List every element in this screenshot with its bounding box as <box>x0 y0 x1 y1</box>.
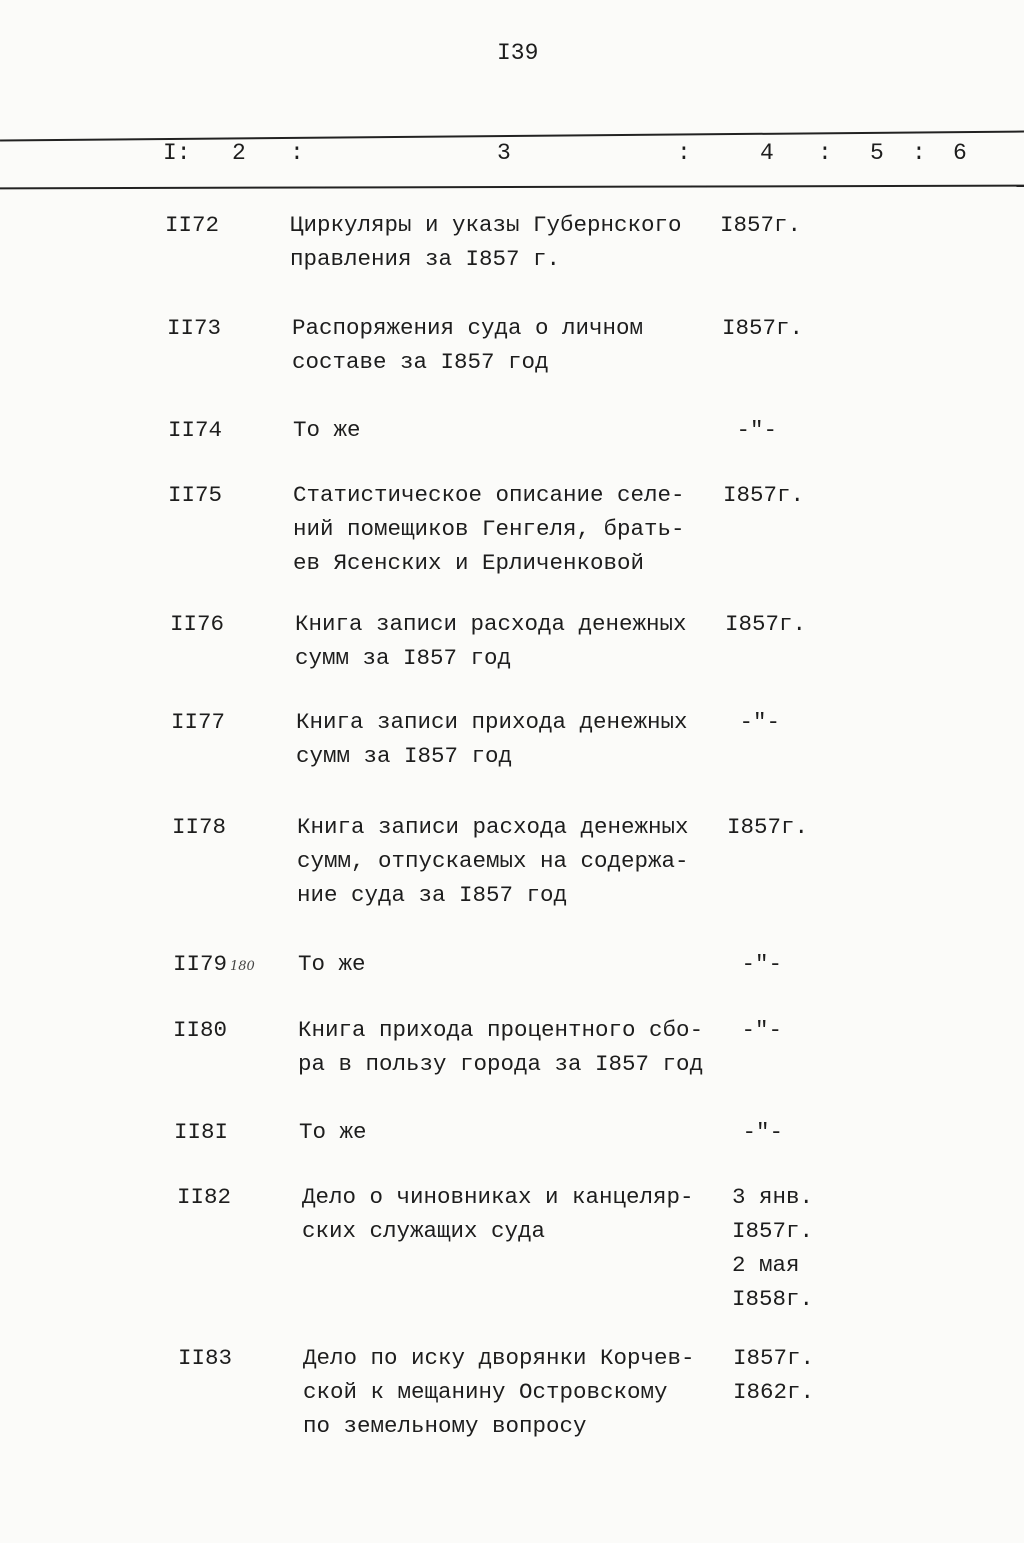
item-description: Книга прихода процентного сбо- ра в пользу города за I857 год <box>298 1017 704 1077</box>
item-description: То же <box>298 951 366 977</box>
item-number <box>171 705 225 739</box>
item-number <box>170 607 224 641</box>
item-dates: I857г. <box>727 814 809 840</box>
col-separator: : <box>290 140 304 166</box>
item-dates: I857г. <box>720 212 802 238</box>
item-number <box>173 947 255 984</box>
item-description: То же <box>293 417 361 443</box>
item-dates: -"- <box>728 1017 783 1043</box>
item-number <box>172 810 226 844</box>
item-number <box>165 208 219 242</box>
item-number-text: II83 <box>178 1345 233 1371</box>
item-dates: I857г. <box>722 315 804 341</box>
item-number-text: II78 <box>172 814 227 840</box>
item-number <box>168 478 222 512</box>
item-number-text: II82 <box>177 1184 232 1210</box>
item-number-text: II80 <box>173 1017 228 1043</box>
item-dates: -"- <box>723 417 778 443</box>
item-description: Статистическое описание селе- ний помещиков Генгеля, брать- ев Ясенских и Ерличенковой <box>293 482 685 576</box>
item-dates: -"- <box>726 709 781 735</box>
item-number-text: II79 <box>173 951 228 977</box>
item-number <box>178 1341 232 1375</box>
item-description: То же <box>299 1119 367 1145</box>
item-description: Книга записи прихода денежных сумм за I857 год <box>296 709 688 769</box>
item-description: Циркуляры и указы Губернского правления за I857 г. <box>290 212 682 272</box>
item-description: Книга записи расхода денежных сумм, отпускаемых на содержа- ние суда за I857 год <box>297 814 689 908</box>
item-dates: I857г. I862г. <box>733 1345 815 1405</box>
item-number <box>177 1180 231 1214</box>
item-dates: 3 янв. I857г. 2 мая I858г. <box>732 1184 814 1312</box>
item-number-text: II74 <box>168 417 223 443</box>
item-number <box>167 311 221 345</box>
col-5-header: 5 <box>870 140 884 166</box>
col-1-header: I: <box>163 140 191 166</box>
item-number-text: II76 <box>170 611 225 637</box>
item-description: Дело о чиновниках и канцеляр- ских служащих суда <box>302 1184 694 1244</box>
col-2-header: 2 <box>232 140 246 166</box>
handwritten-note: 180 <box>230 959 255 974</box>
item-number-text: II77 <box>171 709 226 735</box>
item-number-text: II73 <box>167 315 222 341</box>
col-separator: : <box>818 140 832 166</box>
item-dates: I857г. <box>725 611 807 637</box>
item-number <box>168 413 222 447</box>
item-dates: I857г. <box>723 482 805 508</box>
item-number <box>174 1115 228 1149</box>
col-3-header: 3 <box>497 140 511 166</box>
item-dates: -"- <box>729 1119 784 1145</box>
item-number-text: II8I <box>174 1119 229 1145</box>
page-number: I39 <box>497 40 539 66</box>
item-number <box>173 1013 227 1047</box>
item-number-text: II75 <box>168 482 223 508</box>
item-description: Книга записи расхода денежных сумм за I857 год <box>295 611 687 671</box>
col-6-header: 6 <box>953 140 967 166</box>
item-number-text: II72 <box>165 212 220 238</box>
col-4-header: 4 <box>760 140 774 166</box>
col-separator: : <box>677 140 691 166</box>
item-description: Распоряжения суда о личном составе за I857 год <box>292 315 644 375</box>
item-description: Дело по иску дворянки Корчев- ской к мещанину Островскому по земельному вопросу <box>303 1345 695 1439</box>
col-separator: : <box>912 140 926 166</box>
header-bottom-rule <box>0 185 1024 190</box>
item-dates: -"- <box>728 951 783 977</box>
